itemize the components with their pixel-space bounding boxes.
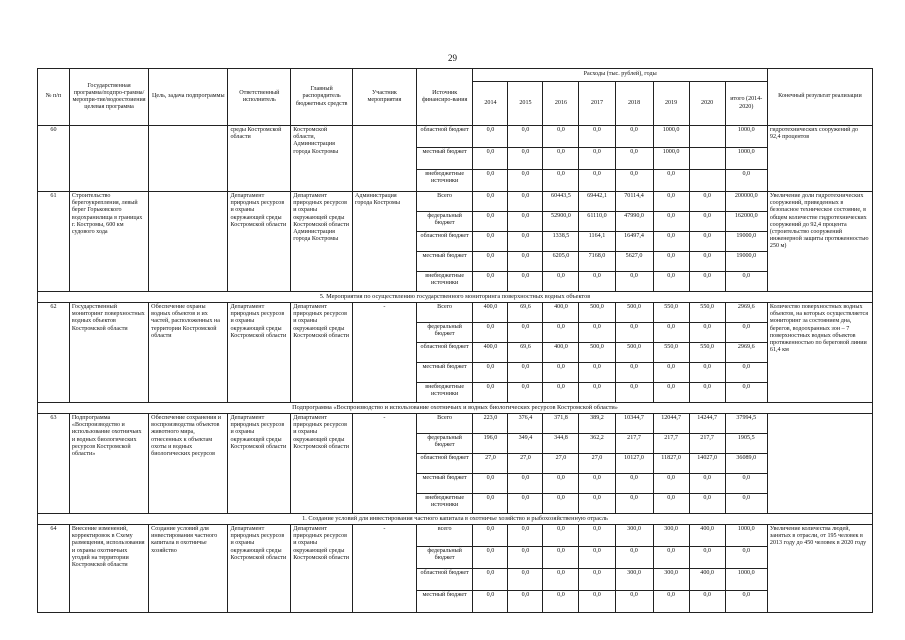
value-cell: 0,0 <box>473 494 508 514</box>
header-result: Конечный результат реализации <box>767 69 872 126</box>
value-cell: 12044,7 <box>653 414 689 434</box>
value-cell: 223,0 <box>473 414 508 434</box>
header-source: Источник финансиро-вания <box>416 69 473 126</box>
value-cell: 0,0 <box>543 525 579 547</box>
header-year: 2017 <box>579 82 615 126</box>
value-cell: 500,0 <box>615 343 653 363</box>
value-cell: 0,0 <box>653 192 689 212</box>
final-result <box>767 414 872 514</box>
value-cell: 0,0 <box>653 363 689 383</box>
total-cell: 0,0 <box>725 363 767 383</box>
header-participant: Участник мероприятия <box>353 69 417 126</box>
value-cell: 0,0 <box>579 383 615 403</box>
value-cell: 344,8 <box>543 434 579 454</box>
program-name: Государственный мониторинг поверхностных водных объектов Костромской области <box>69 303 148 403</box>
header-expenses: Расходы (тыс. рублей), годы <box>473 69 767 82</box>
value-cell: 27,0 <box>473 454 508 474</box>
section-title: Подпрограмма «Воспроизводство и использование охотничьих и водных биологических ресурсов Костромской области» <box>38 403 873 414</box>
value-cell: 69442,1 <box>579 192 615 212</box>
row-number: 60 <box>38 126 70 192</box>
value-cell: 0,0 <box>473 272 508 292</box>
value-cell: 52900,0 <box>543 212 579 232</box>
funding-source: местный бюджет <box>416 591 473 613</box>
value-cell: 0,0 <box>615 591 653 613</box>
goal-text: Создание условий для инвестирования частного капитала в охотничье хозяйство <box>149 525 228 613</box>
value-cell: 5627,0 <box>615 252 653 272</box>
participant: - <box>353 525 417 613</box>
total-cell: 1000,0 <box>725 525 767 547</box>
funding-source: внебюджетные источники <box>416 272 473 292</box>
page-number: 29 <box>448 53 457 63</box>
total-cell: 1000,0 <box>725 126 767 148</box>
value-cell: 500,0 <box>579 343 615 363</box>
value-cell: 300,0 <box>653 525 689 547</box>
value-cell: 376,4 <box>508 414 543 434</box>
funding-source: внебюджетные источники <box>416 383 473 403</box>
header-year: 2016 <box>543 82 579 126</box>
value-cell: 0,0 <box>689 192 725 212</box>
value-cell: 217,7 <box>653 434 689 454</box>
value-cell: 0,0 <box>579 474 615 494</box>
value-cell: 0,0 <box>615 474 653 494</box>
header-year: 2015 <box>508 82 543 126</box>
responsible-executor: среды Костромской области <box>228 126 291 192</box>
total-cell: 19000,0 <box>725 252 767 272</box>
value-cell: 217,7 <box>689 434 725 454</box>
value-cell: 0,0 <box>543 547 579 569</box>
value-cell: 349,4 <box>508 434 543 454</box>
value-cell: 300,0 <box>615 569 653 591</box>
final-result: Увеличение доли гидротехнических сооружений, приведенных в безопасное техническое состояние, в общем количестве гидротехнических сооружений до 92,4 процента (строительство сооружений инженерной защиты протяженностью 250 м) <box>767 192 872 292</box>
financing-table <box>37 68 873 613</box>
funding-source: местный бюджет <box>416 252 473 272</box>
budget-manager: Департамент природных ресурсов и охраны окружающей среды Костромской области Администрация города Костромы <box>291 192 353 292</box>
value-cell: 0,0 <box>689 383 725 403</box>
total-cell: 0,0 <box>725 474 767 494</box>
value-cell: 0,0 <box>615 170 653 192</box>
value-cell: 0,0 <box>615 494 653 514</box>
value-cell: 0,0 <box>543 474 579 494</box>
value-cell: 0,0 <box>689 474 725 494</box>
participant: Администрация города Костромы <box>353 192 417 292</box>
value-cell: 1338,5 <box>543 232 579 252</box>
header-responsible: Ответственный исполнитель <box>228 69 291 126</box>
value-cell: 0,0 <box>579 323 615 343</box>
value-cell: 400,0 <box>473 303 508 323</box>
funding-source: областной бюджет <box>416 232 473 252</box>
value-cell: 11827,0 <box>653 454 689 474</box>
funding-source: федеральный бюджет <box>416 212 473 232</box>
funding-source: областной бюджет <box>416 569 473 591</box>
final-result: гидротехнических сооружений до 92,4 процентов <box>767 126 872 192</box>
participant: - <box>353 414 417 514</box>
value-cell: 0,0 <box>689 252 725 272</box>
value-cell: 0,0 <box>508 591 543 613</box>
value-cell: 0,0 <box>473 170 508 192</box>
header-num: № п/п <box>38 69 70 126</box>
value-cell: 0,0 <box>653 494 689 514</box>
value-cell: 0,0 <box>473 212 508 232</box>
value-cell: 0,0 <box>653 547 689 569</box>
total-cell: 19000,0 <box>725 232 767 252</box>
funding-source: внебюджетные источники <box>416 170 473 192</box>
value-cell: 0,0 <box>543 383 579 403</box>
total-cell: 200000,0 <box>725 192 767 212</box>
value-cell: 0,0 <box>579 494 615 514</box>
value-cell: 400,0 <box>473 343 508 363</box>
header-goal: Цель, задача подпрограммы <box>149 69 228 126</box>
total-cell: 0,0 <box>725 591 767 613</box>
goal-text <box>149 126 228 192</box>
value-cell: 0,0 <box>473 252 508 272</box>
funding-source: местный бюджет <box>416 148 473 170</box>
value-cell: 0,0 <box>579 148 615 170</box>
funding-source: Всего <box>416 303 473 323</box>
value-cell: 500,0 <box>579 303 615 323</box>
row-number: 63 <box>38 414 70 514</box>
value-cell: 0,0 <box>508 170 543 192</box>
value-cell: 0,0 <box>689 363 725 383</box>
value-cell: 0,0 <box>473 547 508 569</box>
value-cell: 47990,0 <box>615 212 653 232</box>
total-cell: 0,0 <box>725 272 767 292</box>
funding-source: внебюджетные источники <box>416 494 473 514</box>
value-cell: 1164,1 <box>579 232 615 252</box>
value-cell: 0,0 <box>508 323 543 343</box>
value-cell: 0,0 <box>543 494 579 514</box>
value-cell: 0,0 <box>689 494 725 514</box>
value-cell: 0,0 <box>543 148 579 170</box>
header-program: Государственная программа/подпро-грамма/меропри-тие/водоестоиения целевая программа <box>69 69 148 126</box>
total-cell: 1905,5 <box>725 434 767 454</box>
total-cell: 0,0 <box>725 323 767 343</box>
value-cell: 6205,0 <box>543 252 579 272</box>
value-cell: 0,0 <box>689 323 725 343</box>
value-cell: 1000,0 <box>653 148 689 170</box>
total-cell: 2969,6 <box>725 343 767 363</box>
total-cell: 36089,0 <box>725 454 767 474</box>
value-cell: 0,0 <box>543 569 579 591</box>
value-cell: 14244,7 <box>689 414 725 434</box>
value-cell: 0,0 <box>508 232 543 252</box>
value-cell: 362,2 <box>579 434 615 454</box>
section-title: 5. Мероприятия по осуществлению государственного мониторинга поверхностных водных объектов <box>38 292 873 303</box>
value-cell: 0,0 <box>508 272 543 292</box>
value-cell: 0,0 <box>579 569 615 591</box>
value-cell: 0,0 <box>473 126 508 148</box>
participant: - <box>353 303 417 403</box>
goal-text: Обеспечение сохранения и воспроизводства объектов животного мира, отнесенных к объектам охоты и водных биологических ресурсов <box>149 414 228 514</box>
header-year: 2018 <box>615 82 653 126</box>
value-cell: 60443,5 <box>543 192 579 212</box>
value-cell: 27,0 <box>508 454 543 474</box>
value-cell: 550,0 <box>689 343 725 363</box>
value-cell: 400,0 <box>543 303 579 323</box>
value-cell: 7168,0 <box>579 252 615 272</box>
program-name: Строительство берегоукрепления, левый берег Горьковского водохранилища в границах г. Костромы, 600 км судового хода <box>69 192 148 292</box>
value-cell: 69,6 <box>508 343 543 363</box>
value-cell: 0,0 <box>579 272 615 292</box>
budget-manager: Департамент природных ресурсов и охраны окружающей среды Костромской области <box>291 525 353 613</box>
total-cell: 162000,0 <box>725 212 767 232</box>
program-name: Подпрограмма «Воспроизводство и использование охотничьих и водных биологических ресурсов Костромской области» <box>69 414 148 514</box>
value-cell: 0,0 <box>473 363 508 383</box>
value-cell: 300,0 <box>653 569 689 591</box>
value-cell: 61110,0 <box>579 212 615 232</box>
value-cell: 0,0 <box>579 170 615 192</box>
value-cell <box>689 148 725 170</box>
value-cell: 0,0 <box>508 148 543 170</box>
value-cell: 0,0 <box>579 126 615 148</box>
value-cell: 0,0 <box>508 212 543 232</box>
value-cell: 0,0 <box>653 272 689 292</box>
responsible-executor: Департамент природных ресурсов и охраны окружающей среды Костромской области <box>228 414 291 514</box>
value-cell: 0,0 <box>473 525 508 547</box>
value-cell <box>689 126 725 148</box>
value-cell <box>689 170 725 192</box>
value-cell: 0,0 <box>653 212 689 232</box>
value-cell: 0,0 <box>653 170 689 192</box>
value-cell: 371,8 <box>543 414 579 434</box>
value-cell: 0,0 <box>689 547 725 569</box>
row-number: 64 <box>38 525 70 613</box>
value-cell: 0,0 <box>653 323 689 343</box>
total-cell: 0,0 <box>725 494 767 514</box>
funding-source: федеральный бюджет <box>416 323 473 343</box>
value-cell: 0,0 <box>615 383 653 403</box>
value-cell: 0,0 <box>689 591 725 613</box>
total-cell: 1000,0 <box>725 148 767 170</box>
value-cell: 0,0 <box>473 192 508 212</box>
value-cell: 0,0 <box>508 252 543 272</box>
total-cell: 0,0 <box>725 547 767 569</box>
value-cell: 10344,7 <box>615 414 653 434</box>
funding-source: областной бюджет <box>416 343 473 363</box>
value-cell: 70114,4 <box>615 192 653 212</box>
total-cell: 0,0 <box>725 383 767 403</box>
row-number: 61 <box>38 192 70 292</box>
header-year: 2019 <box>653 82 689 126</box>
value-cell: 0,0 <box>508 525 543 547</box>
value-cell: 550,0 <box>653 303 689 323</box>
value-cell: 0,0 <box>508 363 543 383</box>
value-cell: 69,6 <box>508 303 543 323</box>
value-cell: 0,0 <box>508 547 543 569</box>
value-cell: 0,0 <box>473 383 508 403</box>
program-name <box>69 126 148 192</box>
total-cell: 37994,5 <box>725 414 767 434</box>
budget-manager: Костромской области, Администрация города Костромы <box>291 126 353 192</box>
value-cell: 0,0 <box>543 591 579 613</box>
value-cell: 0,0 <box>473 591 508 613</box>
value-cell: 0,0 <box>473 148 508 170</box>
value-cell: 0,0 <box>543 170 579 192</box>
value-cell: 27,0 <box>579 454 615 474</box>
value-cell: 0,0 <box>689 212 725 232</box>
header-year: 2014 <box>473 82 508 126</box>
value-cell: 550,0 <box>653 343 689 363</box>
value-cell: 389,2 <box>579 414 615 434</box>
value-cell: 550,0 <box>689 303 725 323</box>
value-cell: 27,0 <box>543 454 579 474</box>
value-cell: 217,7 <box>615 434 653 454</box>
final-result: Количество поверхностных водных объектов, на которых осуществляется мониторинг за состоянием дна, берегов, водоохранных зон – 7 поверхностных водных объектов протяженностью по береговой линии 61,4 км <box>767 303 872 403</box>
budget-manager: Департамент природных ресурсов и охраны окружающей среды Костромской области <box>291 303 353 403</box>
value-cell: 0,0 <box>543 363 579 383</box>
value-cell: 0,0 <box>508 474 543 494</box>
value-cell: 0,0 <box>543 126 579 148</box>
value-cell: 0,0 <box>473 323 508 343</box>
value-cell: 196,0 <box>473 434 508 454</box>
value-cell: 0,0 <box>615 363 653 383</box>
value-cell: 0,0 <box>579 363 615 383</box>
value-cell: 0,0 <box>579 547 615 569</box>
funding-source: Всего <box>416 192 473 212</box>
value-cell: 0,0 <box>653 252 689 272</box>
value-cell: 0,0 <box>508 569 543 591</box>
value-cell: 14027,0 <box>689 454 725 474</box>
funding-source: федеральный бюджет <box>416 434 473 454</box>
value-cell: 0,0 <box>473 569 508 591</box>
funding-source: областной бюджет <box>416 454 473 474</box>
value-cell: 16497,4 <box>615 232 653 252</box>
value-cell: 0,0 <box>653 474 689 494</box>
goal-text <box>149 192 228 292</box>
value-cell: 500,0 <box>615 303 653 323</box>
value-cell: 0,0 <box>473 232 508 252</box>
section-title: 1. Создание условий для инвестирования частного капитала в охотничье хозяйство и рыбохозяйственную отрасль <box>38 514 873 525</box>
value-cell: 0,0 <box>689 272 725 292</box>
value-cell: 0,0 <box>615 323 653 343</box>
value-cell: 0,0 <box>473 474 508 494</box>
value-cell: 400,0 <box>543 343 579 363</box>
total-cell: 1000,0 <box>725 569 767 591</box>
goal-text: Обеспечение охраны водных объектов и их частей, расположенных на территории Костромской области <box>149 303 228 403</box>
header-year: 2020 <box>689 82 725 126</box>
value-cell: 400,0 <box>689 525 725 547</box>
value-cell: 10127,0 <box>615 454 653 474</box>
program-name: Внесение изменений, корректировок в Схему размещения, использования и охраны охотничьих угодий на территории Костромской области <box>69 525 148 613</box>
responsible-executor: Департамент природных ресурсов и охраны окружающей среды Костромской области <box>228 525 291 613</box>
value-cell: 0,0 <box>653 383 689 403</box>
value-cell: 0,0 <box>653 591 689 613</box>
participant <box>353 126 417 192</box>
value-cell: 0,0 <box>615 272 653 292</box>
value-cell: 0,0 <box>653 232 689 252</box>
funding-source: федеральный бюджет <box>416 547 473 569</box>
value-cell: 0,0 <box>689 232 725 252</box>
value-cell: 300,0 <box>615 525 653 547</box>
value-cell: 0,0 <box>508 494 543 514</box>
funding-source: местный бюджет <box>416 363 473 383</box>
row-number: 62 <box>38 303 70 403</box>
final-result: Увеличение количества людей, занятых в отрасли, от 195 человек в 2013 году до 450 человек в 2020 году <box>767 525 872 613</box>
value-cell: 0,0 <box>508 383 543 403</box>
value-cell: 0,0 <box>508 126 543 148</box>
value-cell: 0,0 <box>579 591 615 613</box>
total-cell: 2969,6 <box>725 303 767 323</box>
total-cell: 0,0 <box>725 170 767 192</box>
value-cell: 400,0 <box>689 569 725 591</box>
value-cell: 0,0 <box>615 148 653 170</box>
value-cell: 0,0 <box>615 126 653 148</box>
budget-manager: Департамент природных ресурсов и охраны окружающей среды Костромской области <box>291 414 353 514</box>
value-cell: 1000,0 <box>653 126 689 148</box>
funding-source: всего <box>416 525 473 547</box>
responsible-executor: Департамент природных ресурсов и охраны окружающей среды Костромской области <box>228 192 291 292</box>
funding-source: Всего <box>416 414 473 434</box>
responsible-executor: Департамент природных ресурсов и охраны окружающей среды Костромской области <box>228 303 291 403</box>
funding-source: областной бюджет <box>416 126 473 148</box>
header-manager: Главный распорядитель бюджетных средств <box>291 69 353 126</box>
funding-source: местный бюджет <box>416 474 473 494</box>
value-cell: 0,0 <box>543 323 579 343</box>
value-cell: 0,0 <box>543 272 579 292</box>
value-cell: 0,0 <box>508 192 543 212</box>
header-total: итого (2014-2020) <box>725 82 767 126</box>
value-cell: 0,0 <box>615 547 653 569</box>
value-cell: 0,0 <box>579 525 615 547</box>
